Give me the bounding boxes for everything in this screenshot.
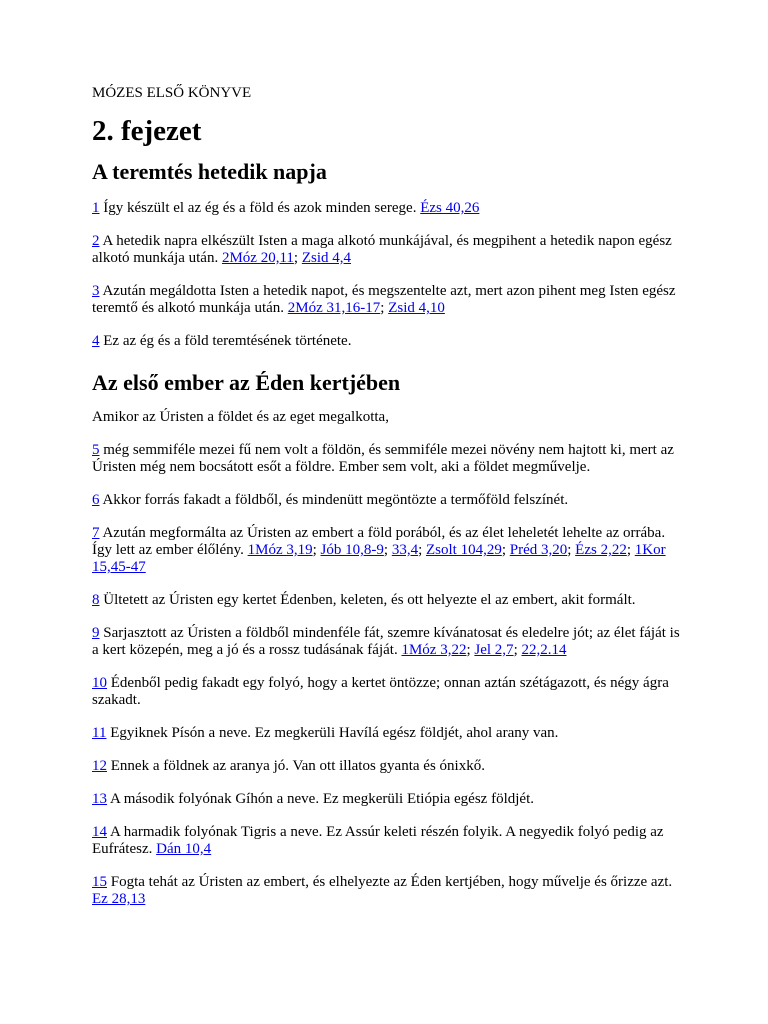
verse-number-link[interactable]: 8 [92, 592, 100, 608]
verse-number-link[interactable]: 3 [92, 283, 100, 299]
verse-text: Fogta tehát az Úristen az embert, és elhelyezte az Éden kertjében, hogy művelje és őrizze azt. [110, 874, 673, 890]
verse [92, 200, 682, 217]
chapter-title: 2. fejezet [92, 115, 202, 147]
verse [92, 824, 682, 858]
verse-text: Így készült el az ég és a föld és azok minden serege. [103, 200, 417, 216]
verse: 7 Azután megformálta az Úristen az embert a föld porából, és az élet leheletét lehelte az orrába. Így lett az ember élőlény. 1Móz 3,19; Jób 10,8-9; 33,4; Zsolt 104,29; Préd 3,20; Ézs 2,22; 1Kor 15,45-47 [92, 525, 666, 575]
cross-reference-link[interactable]: Jel 2,7 [474, 642, 514, 658]
verse-number-link[interactable]: 4 [92, 333, 100, 349]
cross-reference-link[interactable]: 22,2.14 [521, 642, 567, 658]
verse-number-link[interactable]: 10 [92, 675, 107, 691]
section-title: A teremtés hetedik napja [92, 159, 327, 184]
cross-reference-link[interactable]: 33,4 [391, 542, 419, 558]
cross-reference-link[interactable]: 2Móz 20,11 [221, 250, 294, 266]
verse-text: Ennek a földnek az aranya jó. Van ott illatos gyanta és ónixkő. [110, 758, 485, 774]
verse [92, 758, 682, 775]
verse-text: még semmiféle mezei fű nem volt a földön, és semmiféle mezei növény nem hajtott ki, mert az Úristen még nem bocsátott esőt a földre. Ember sem volt, aki a földet megművelje. [92, 442, 674, 475]
verse-text: Sarjasztott az Úristen a földből mindenféle fát, szemre kívánatosat és eledelre jót; az élet fáját is a kert közepén, meg a jó és a rossz tudásának fáját. [92, 625, 680, 658]
cross-reference-link[interactable]: 2Móz 31,16-17 [287, 300, 381, 316]
section-intro: Amikor az Úristen a földet és az eget megalkotta, [92, 409, 389, 425]
verse [92, 874, 682, 908]
verse-text: Ez az ég és a föld teremtésének története. [103, 333, 352, 349]
verse [92, 442, 682, 476]
verse: 3 Azután megáldotta Isten a hetedik napot, és megszentelte azt, mert azon pihent meg Isten egész teremtő és alkotó munkája után. 2Móz 31,16-17; Zsid 4,10 [92, 283, 676, 316]
verse-number-link[interactable]: 6 [92, 492, 100, 508]
verse-text: Azután megáldotta Isten a hetedik napot, és megszentelte azt, mert azon pihent meg Isten egész teremtő és alkotó munkája után. [92, 283, 676, 316]
verse-number-link[interactable]: 11 [92, 725, 107, 741]
verse [92, 791, 682, 808]
chapter-body [92, 158, 682, 908]
document-page [92, 84, 682, 924]
cross-reference-link[interactable]: 1Móz 3,22 [401, 642, 467, 658]
cross-reference-link[interactable]: Ézs 40,26 [420, 200, 480, 216]
verse-number-link[interactable]: 2 [92, 233, 100, 249]
cross-reference-link[interactable]: Préd 3,20 [509, 542, 568, 558]
verse: 9 Sarjasztott az Úristen a földből mindenféle fát, szemre kívánatosat és eledelre jót; az élet fáját is a kert közepén, meg a jó és a rossz tudásának fáját. 1Móz 3,22; Jel 2,7; 22,2.14 [92, 625, 680, 658]
cross-reference-link[interactable]: Zsolt 104,29 [425, 542, 502, 558]
verse-number-link[interactable]: 15 [92, 874, 107, 890]
cross-reference-link[interactable]: Dán 10,4 [156, 841, 212, 857]
cross-reference-link[interactable]: Zsid 4,10 [388, 300, 445, 316]
verse-number-link[interactable]: 14 [92, 824, 107, 840]
verse [92, 592, 682, 609]
verse-number-link[interactable]: 13 [92, 791, 107, 807]
verse-number-link[interactable]: 12 [92, 758, 107, 774]
verse-text: Egyiknek Písón a neve. Ez megkerüli Havílá egész földjét, ahol arany van. [110, 725, 559, 741]
verse-number-link[interactable]: 1 [92, 200, 100, 216]
book-title: MÓZES ELSŐ KÖNYVE [92, 85, 252, 101]
verse-text: Édenből pedig fakadt egy folyó, hogy a kertet öntözze; onnan aztán szétágazott, és négy ágra szakadt. [92, 675, 669, 708]
cross-reference-link[interactable]: Ézs 2,22 [575, 542, 627, 558]
verse-number-link[interactable]: 7 [92, 525, 100, 541]
verse: 2 A hetedik napra elkészült Isten a maga alkotó munkájával, és megpihent a hetedik napon egész alkotó munkája után. 2Móz 20,11; Zsid 4,4 [92, 233, 672, 266]
verse [92, 725, 682, 742]
verse-text: A hetedik napra elkészült Isten a maga alkotó munkájával, és megpihent a hetedik napon egész alkotó munkája után. [92, 233, 672, 266]
verse-text: Akkor forrás fakadt a földből, és mindenütt megöntözte a termőföld felszínét. [102, 492, 569, 508]
section-title: Az első ember az Éden kertjében [92, 370, 401, 395]
cross-reference-link[interactable]: Zsid 4,4 [301, 250, 352, 266]
verse-number-link[interactable]: 9 [92, 625, 100, 641]
verse [92, 675, 682, 709]
verse-text: Ültetett az Úristen egy kertet Édenben, keleten, és ott helyezte el az embert, akit formált. [103, 592, 636, 608]
cross-reference-link[interactable]: Jób 10,8-9 [320, 542, 384, 558]
verse-text: A második folyónak Gíhón a neve. Ez megkerüli Etiópia egész földjét. [109, 791, 534, 807]
cross-reference-link[interactable]: 1Móz 3,19 [247, 542, 313, 558]
verse-text: A harmadik folyónak Tigris a neve. Ez Assúr keleti részén folyik. A negyedik folyó pedig az Eufrátesz. [92, 824, 664, 857]
cross-reference-link[interactable]: 1Kor 15,45-47 [92, 542, 666, 575]
verse-text: Azután megformálta az Úristen az embert a föld porából, és az élet leheletét lehelte az orrába. Így lett az ember élőlény. [92, 525, 666, 558]
verse-number-link[interactable]: 5 [92, 442, 100, 458]
cross-reference-link[interactable]: Ez 28,13 [92, 891, 146, 907]
verse [92, 333, 682, 350]
verse [92, 492, 682, 509]
